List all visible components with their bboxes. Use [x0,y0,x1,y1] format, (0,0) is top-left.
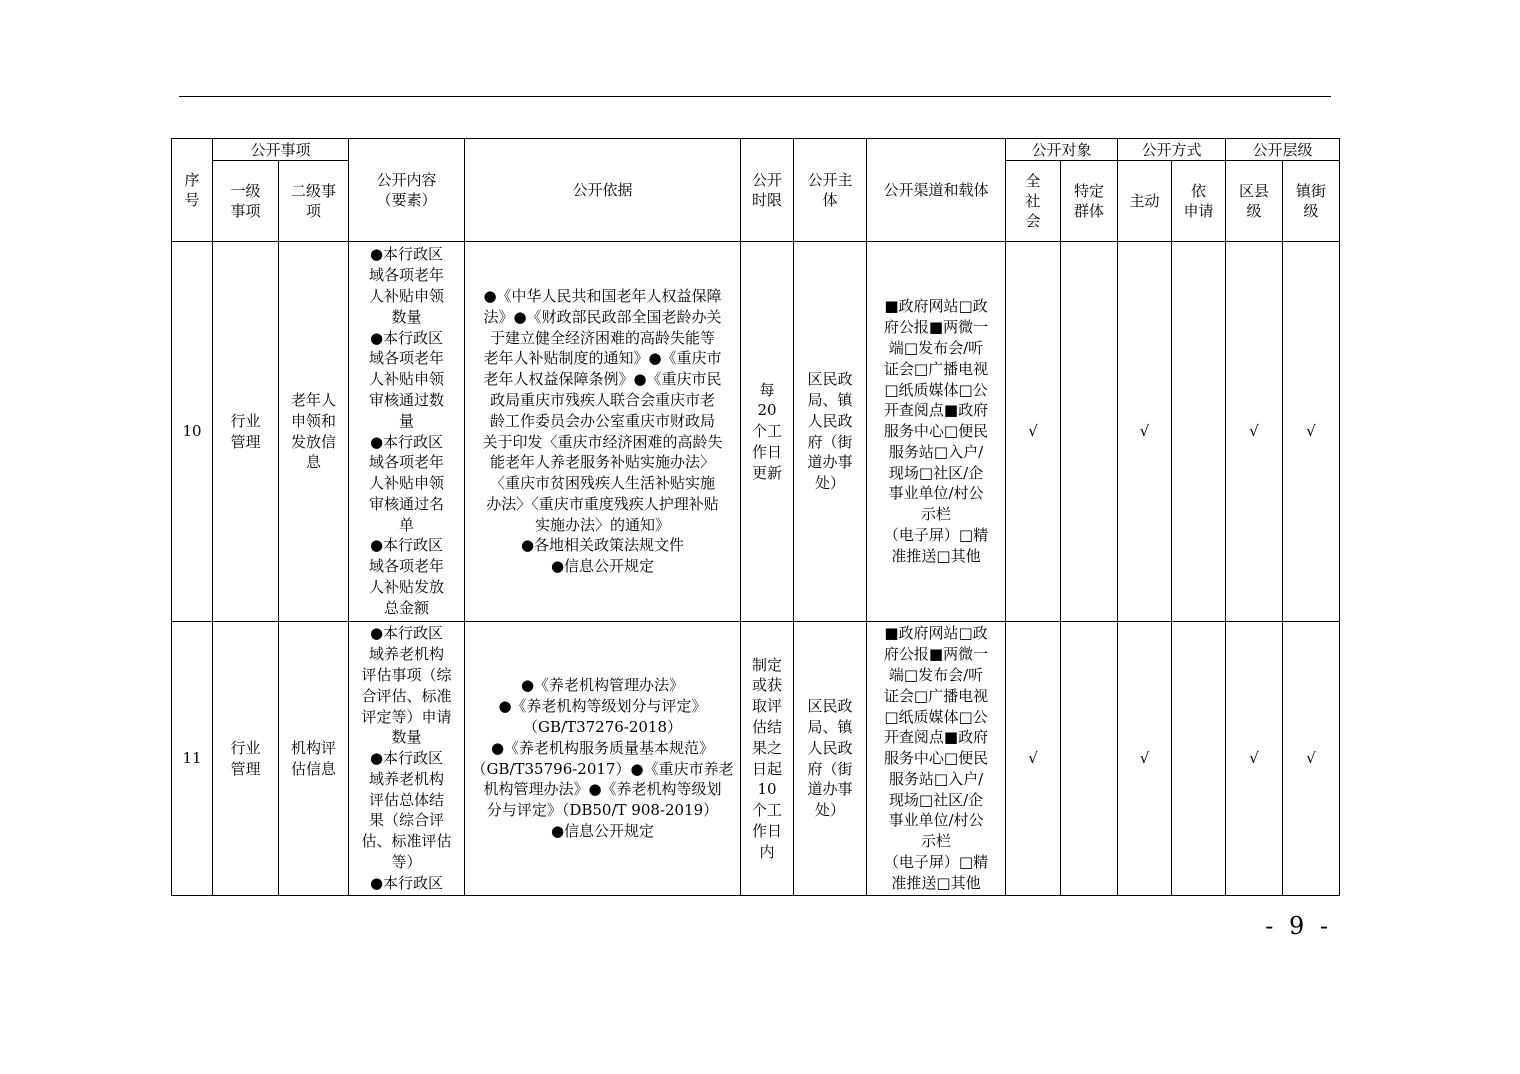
text-line: 时限 [752,191,783,209]
text-line: 估信息 [291,759,337,778]
cell-quanshehui: √ [1006,242,1061,622]
table-row [172,622,1340,896]
text-line: 级 [1246,202,1262,220]
text-line: 合评估、标准 [361,686,452,705]
text-line: 老年人补贴制度的通知》●《重庆市 [483,349,722,368]
text-line: 域各项老年 [369,266,445,285]
text-line: 政局重庆市残疾人联合会重庆市老 [490,390,716,409]
text-line: 评定等）申请 [361,707,452,726]
text-line: （GB/T37276-2018） [523,717,683,736]
text-line: 现场□社区/企 [888,463,984,482]
text-line: 单 [399,515,415,534]
text-line: ●《养老机构服务质量基本规范》 [490,738,715,757]
text-line: 量 [399,411,415,430]
text-line: 公开内容 [376,171,437,189]
text-line: 发放信 [291,432,337,451]
text-line: 果之 [752,738,783,757]
cell-teding [1061,622,1118,896]
text-line: 事业单位/村公 [888,811,984,830]
cell-yishenqing [1172,242,1226,622]
cell-neirong [349,242,465,622]
text-line: 更新 [752,463,783,482]
header-duixiang: 公开对象 [1006,139,1118,161]
cell-quxian: √ [1226,242,1283,622]
text-line: （要素） [376,191,437,209]
text-line: 数量 [391,307,422,326]
cell-yiju [465,622,741,896]
text-line: 人民政 [807,738,853,757]
text-line: 域养老机构 [369,769,445,788]
header-yishenqing [1172,161,1226,242]
header-seq [172,139,213,242]
text-line: 处） [815,474,846,493]
header-fangshi: 公开方式 [1118,139,1226,161]
text-line: 域各项老年 [369,453,445,472]
text-line: ●信息公开规定 [550,821,655,840]
text-line: 域各项老年 [369,557,445,576]
text-line: 人补贴申领 [369,286,445,305]
text-line: 区县 [1239,182,1270,200]
text-line: ●本行政区 [369,245,444,264]
text-line: 机构管理办法》●《养老机构等级划 [483,780,722,799]
cell-zhudong: √ [1118,242,1172,622]
text-line: 或获 [752,676,783,695]
text-line: 实施办法〉的通知》 [535,515,671,534]
text-line: （电子屏）□精 [883,853,989,872]
header-row-1 [172,139,1340,161]
text-line: ●《养老机构管理办法》 [520,676,685,695]
text-line: 示栏 [921,505,952,524]
text-line: 域养老机构 [369,645,445,664]
cell-yishenqing [1172,622,1226,896]
text-line: 个工 [752,801,783,820]
page-number: - 9 - [1265,912,1332,940]
text-line: 审核通过数 [369,390,445,409]
cell-erji [279,622,349,896]
cell-zhudong: √ [1118,622,1172,896]
text-line: 群体 [1074,202,1105,220]
text-line: 域各项老年 [369,349,445,368]
text-line: ●各地相关政策法规文件 [520,536,685,555]
text-line: 道办事 [807,780,853,799]
header-erji [279,161,349,242]
text-line: 作日 [752,821,783,840]
cell-quanshehui: √ [1006,622,1061,896]
header-teding [1061,161,1118,242]
text-line: 开查阅点■政府 [883,401,989,420]
text-line: ●《中华人民共和国老年人权益保障 [483,286,722,305]
text-line: 人补贴申领 [369,370,445,389]
text-line: 准推送□其他 [891,546,981,565]
text-line: ●《养老机构等级划分与评定》 [498,697,707,716]
cell-zhuti [794,622,867,896]
cell-shixian [741,622,794,896]
text-line: 数量 [391,728,422,747]
text-line: 估、标准评估 [361,832,452,851]
text-line: 取评 [752,697,783,716]
text-line: ●信息公开规定 [550,557,655,576]
text-line: 服务站□入户/ [888,442,984,461]
header-yiji [213,161,279,242]
text-line: 道办事 [807,453,853,472]
text-line: 每 [759,380,775,399]
header-zhenjie [1283,161,1340,242]
text-line: 评估总体结 [369,790,445,809]
text-line: 事项 [230,202,261,220]
table-row [172,242,1340,622]
cell-erji [279,242,349,622]
text-line: 〈重庆市贫困残疾人生活补贴实施 [490,474,716,493]
text-line: 内 [759,842,775,861]
text-line: 申领和 [291,411,337,430]
text-line: □纸质媒体□公 [884,380,988,399]
text-line: 镇街 [1296,182,1327,200]
text-line: 老年人 [291,390,337,409]
text-line: ●本行政区 [369,624,444,643]
text-line: 审核通过名 [369,494,445,513]
text-line: 个工 [752,422,783,441]
cell-qudao [867,242,1006,622]
cell-yiji [213,242,279,622]
text-line: 人民政 [807,411,853,430]
header-quanshehui [1006,161,1061,242]
text-line: 行业 [230,411,261,430]
text-line: （电子屏）□精 [883,526,989,545]
text-line: 证会□广播电视 [883,359,989,378]
text-line: 服务站□入户/ [888,769,984,788]
text-line: 人补贴发放 [369,578,445,597]
text-line: 体 [822,191,838,209]
text-line: 公开 [752,171,783,189]
cell-yiji [213,622,279,896]
header-gongkai-shixiang: 公开事项 [213,139,349,161]
text-line: 果（综合评 [369,811,445,830]
text-line: 管理 [230,759,261,778]
cell-yiju [465,242,741,622]
cell-zhuti [794,242,867,622]
text-line: 局、镇 [807,717,853,736]
text-line: 号 [184,191,200,209]
text-line: 于建立健全经济困难的高龄失能等 [490,328,716,347]
text-line: 端□发布会/听 [888,338,984,357]
text-line: 级 [1303,202,1319,220]
text-line: ■政府网站□政 [884,297,988,316]
text-line: 会 [1025,212,1041,230]
text-line: 办法〉〈重庆市重度残疾人护理补贴 [486,494,719,513]
text-line: 区民政 [807,370,853,389]
cell-shixian [741,242,794,622]
cell-seq: 10 [172,242,213,622]
text-line: 府公报■两微一 [883,645,989,664]
cell-teding [1061,242,1118,622]
text-line: 公开主 [807,171,853,189]
header-zhudong: 主动 [1118,161,1172,242]
text-line: 评估事项（综 [361,665,452,684]
header-qudao: 公开渠道和载体 [867,139,1006,242]
text-line: 息 [306,453,322,472]
text-line: 事业单位/村公 [888,484,984,503]
text-line: 序 [184,171,200,189]
cell-zhenjie: √ [1283,622,1340,896]
text-line: 准推送□其他 [891,873,981,892]
text-line: 申请 [1183,202,1214,220]
text-line: 府公报■两微一 [883,318,989,337]
text-line: 能老年人养老服务补贴实施办法〉 [490,453,716,472]
header-zhuti [794,139,867,242]
text-line: 关于印发〈重庆市经济困难的高龄失 [482,432,723,451]
text-line: 府（街 [807,759,853,778]
text-line: 总金额 [384,598,430,617]
text-line: 特定 [1074,182,1105,200]
text-line: 制定 [752,655,783,674]
text-line: 端□发布会/听 [888,665,984,684]
text-line: 社 [1025,192,1041,210]
text-line: 人补贴申领 [369,474,445,493]
text-line: ●本行政区 [369,873,444,892]
header-quxian [1226,161,1283,242]
text-line: 20 [757,401,777,420]
text-line: 作日 [752,442,783,461]
cell-quxian: √ [1226,622,1283,896]
text-line: 现场□社区/企 [888,790,984,809]
text-line: 法》●《财政部民政部全国老龄办关 [483,307,722,326]
text-line: 等） [391,853,422,872]
cell-seq: 11 [172,622,213,896]
text-line: ●本行政区 [369,749,444,768]
text-line: 二级事 [291,182,337,200]
text-line: 区民政 [807,697,853,716]
text-line: 估结 [752,717,783,736]
header-neirong [349,139,465,242]
text-line: 龄工作委员会办公室重庆市财政局 [490,411,716,430]
text-line: 日起 [752,759,783,778]
text-line: 服务中心□便民 [883,422,989,441]
text-line: 处） [815,801,846,820]
text-line: 局、镇 [807,390,853,409]
cell-qudao [867,622,1006,896]
text-line: 府（街 [807,432,853,451]
text-line: ●本行政区 [369,536,444,555]
text-line: 行业 [230,738,261,757]
header-rule [179,96,1331,97]
text-line: 分与评定》（DB50/T 908-2019） [486,801,719,820]
text-line: （GB/T35796-2017）●《重庆市养老 [471,759,734,778]
text-line: 管理 [230,432,261,451]
text-line: ●本行政区 [369,432,444,451]
text-line: ●本行政区 [369,328,444,347]
text-line: 依 [1191,182,1207,200]
text-line: 开查阅点■政府 [883,728,989,747]
cell-zhenjie: √ [1283,242,1340,622]
text-line: 一级 [230,182,261,200]
text-line: 项 [306,202,322,220]
text-line: ■政府网站□政 [884,624,988,643]
text-line: 老年人权益保障条例》●《重庆市民 [483,370,722,389]
header-cengji: 公开层级 [1226,139,1340,161]
cell-neirong [349,622,465,896]
text-line: 10 [757,780,777,799]
disclosure-table [171,138,1340,896]
text-line: 示栏 [921,832,952,851]
text-line: 证会□广播电视 [883,686,989,705]
text-line: 服务中心□便民 [883,749,989,768]
text-line: 全 [1025,172,1041,190]
text-line: □纸质媒体□公 [884,707,988,726]
header-shixian [741,139,794,242]
header-yiju: 公开依据 [465,139,741,242]
text-line: 机构评 [291,738,337,757]
